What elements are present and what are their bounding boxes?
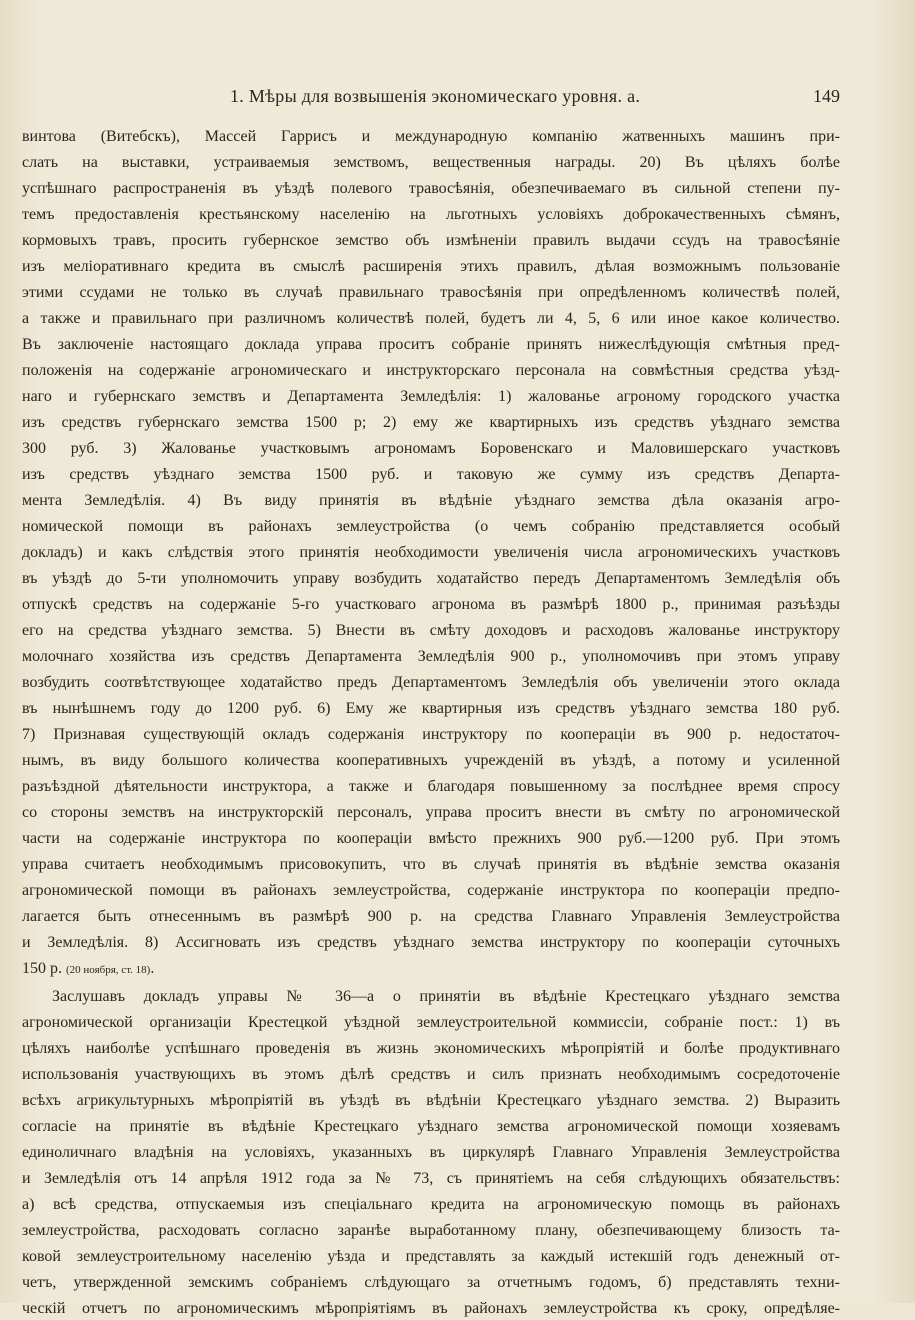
text-line: части на содержаніе инструктора по коопераціи вмѣсто прежнихъ 900 руб.—1200 руб. При этомъ [22,830,840,847]
text-line: использованія участвующихъ въ этомъ дѣлѣ средствъ и силъ признать необходимымъ сосредоточеніе [22,1066,840,1083]
text-line: а) всѣ средства, отпускаемыя изъ спеціальнаго кредита на агрономическую помощь въ районахъ [22,1196,840,1213]
text-line: Въ заключеніе настоящаго доклада управа проситъ собраніе принять нижеслѣдующія смѣтныя пред- [22,336,840,353]
text-line: изъ меліоративнаго кредита въ смыслѣ расширенія этихъ правилъ, дѣлая возможнымъ пользованіе [22,258,840,275]
text-line: въ нынѣшнемъ году до 1200 руб. 6) Ему же квартирныя изъ средствъ уѣзднаго земства 180 руб. [22,700,840,717]
closing-text: 150 р. [22,960,62,977]
text-line: разъѣздной дѣятельности инструктора, а также и благодаря повышенному за послѣднее время спросу [22,778,840,795]
text-line: успѣшнаго распространенія въ уѣздѣ полевого травосѣянія, обезпечиваемаго въ сильной степени пу- [22,180,840,197]
text-line: слать на выставки, устраиваемыя земствомъ, вещественныя награды. 20) Въ цѣляхъ болѣе [22,154,840,171]
text-line-closing [22,958,840,980]
text-line: и Земледѣлія. 8) Ассигновать изъ средствъ уѣзднаго земства инструктору по коопераціи суточныхъ [22,934,840,951]
text-line: отпускѣ средствъ на содержаніе 5-го участковаго агронома въ размѣрѣ 1800 р., принимая разъѣзды [22,596,840,613]
text-line: нымъ, въ виду большого количества кооперативныхъ учрежденій въ уѣздѣ, а потому и усиленной [22,752,840,769]
text-line: винтова (Витебскъ), Массей Гаррисъ и международную компанію жатвенныхъ машинъ при- [22,128,840,145]
text-line: и Земледѣлія отъ 14 апрѣля 1912 года за № 73, съ принятіемъ на себя слѣдующихъ обязательствъ: [22,1170,840,1187]
text-line: управа считаетъ необходимымъ присовокупить, что въ случаѣ принятія въ вѣдѣніе земства оказанія [22,856,840,873]
text-line: всѣхъ агрикультурныхъ мѣропріятій въ уѣздѣ въ вѣдѣніи Крестецкаго уѣзднаго земства. 2) Выразить [22,1092,840,1109]
text-line: Заслушавъ докладъ управы № 36—а о принятіи въ вѣдѣніе Крестецкаго уѣзднаго земства [52,988,840,1005]
text-line: согласіе на принятіе въ вѣдѣніе Крестецкаго уѣзднаго земства агрономической помощи хозяевамъ [22,1118,840,1135]
text-line: его на средства уѣзднаго земства. 5) Внести въ смѣту доходовъ и расходовъ жалованье инструктору [22,622,840,639]
text-line: номической помощи въ районахъ землеустройства (о чемъ собранію представляется особый [22,518,840,535]
text-line: докладъ) и какъ слѣдствія этого принятія необходимости увеличенія числа агрономическихъ участковъ [22,544,840,561]
page-header [230,86,840,112]
text-line: возбудить соотвѣтствующее ходатайство предъ Департаментомъ Земледѣлія объ увеличеніи этого оклада [22,674,840,691]
text-line: кормовыхъ травъ, просить губернское земство объ измѣненіи правилъ выдачи ссудъ на травосѣяніе [22,232,840,249]
running-title: 1. Мѣры для возвышенія экономическаго уровня. а. [230,86,641,106]
text-line: молочнаго хозяйства изъ средствъ Департамента Земледѣлія 900 р., уполномочивъ при этомъ управу [22,648,840,665]
text-line: цѣляхъ наиболѣе успѣшнаго проведенія въ жизнь экономическихъ мѣропріятій и болѣе продуктивнаго [22,1040,840,1057]
text-line: со стороны земствъ на инструкторскій персоналъ, управа проситъ внести въ смѣту по агрономической [22,804,840,821]
text-line: единоличнаго владѣнія на условіяхъ, указанныхъ въ циркулярѣ Главнаго Управленія Землеустройства [22,1144,840,1161]
text-line: агрономической организаціи Крестецкой уѣздной землеустроительной коммиссіи, собраніе пост.: 1) въ [22,1014,840,1031]
text-line: мента Земледѣлія. 4) Въ виду принятія въ вѣдѣніе уѣзднаго земства дѣла оказанія агро- [22,492,840,509]
text-line: изъ средствъ уѣзднаго земства 1500 руб. и таковую же сумму изъ средствъ Департа- [22,466,840,483]
text-line: агрономической помощи въ районахъ землеустройства, содержаніе инструктора по коопераціи предпо- [22,882,840,899]
closing-period: . [150,960,155,977]
text-line: наго и губернскаго земствъ и Департамента Земледѣлія: 1) жалованье агроному городского участка [22,388,840,405]
text-line: изъ средствъ губернскаго земства 1500 р; 2) ему же квартирныхъ изъ средствъ уѣзднаго земства [22,414,840,431]
text-line: четъ, утвержденной земскимъ собраніемъ слѣдующаго за отчетнымъ годомъ, б) представлять техни- [22,1274,840,1291]
text-line: ческій отчетъ по агрономическимъ мѣропріятіямъ въ районахъ землеустройства къ сроку, опредѣляе- [22,1300,840,1317]
text-line: въ уѣздѣ до 5-ти уполномочить управу возбудить ходатайство передъ Департаментомъ Земледѣлія объ [22,570,840,587]
text-line: этими ссудами не только въ случаѣ правильнаго травосѣянія при опредѣленномъ количествѣ полей, [22,284,840,301]
text-line: землеустройства, расходовать согласно заранѣе выработанному плану, обезпечивающему близость та- [22,1222,840,1239]
page-number: 149 [813,86,840,106]
text-line: 7) Признавая существующій окладъ содержанія инструктору по коопераціи въ 900 р. недостаточ- [22,726,840,743]
date-reference: (20 ноября, ст. 18) [66,964,151,976]
text-line: положенія на содержаніе агрономическаго и инструкторскаго персонала на совмѣстныя средства уѣзд- [22,362,840,379]
text-line: 300 руб. 3) Жалованье участковымъ агрономамъ Боровенскаго и Маловишерскаго участковъ [22,440,840,457]
text-line: а также и правильнаго при различномъ количествѣ полей, будетъ ли 4, 5, 6 или иное какое количество. [22,310,840,327]
text-line: ковой землеустроительному населенію уѣзда и представлять за каждый истекшій годъ денежный от- [22,1248,840,1265]
text-line: темъ предоставленія крестьянскому населенію на льготныхъ условіяхъ доброкачественныхъ сѣмянъ, [22,206,840,223]
text-line: лагается быть отнесеннымъ въ размѣрѣ 900 р. на средства Главнаго Управленія Землеустройства [22,908,840,925]
